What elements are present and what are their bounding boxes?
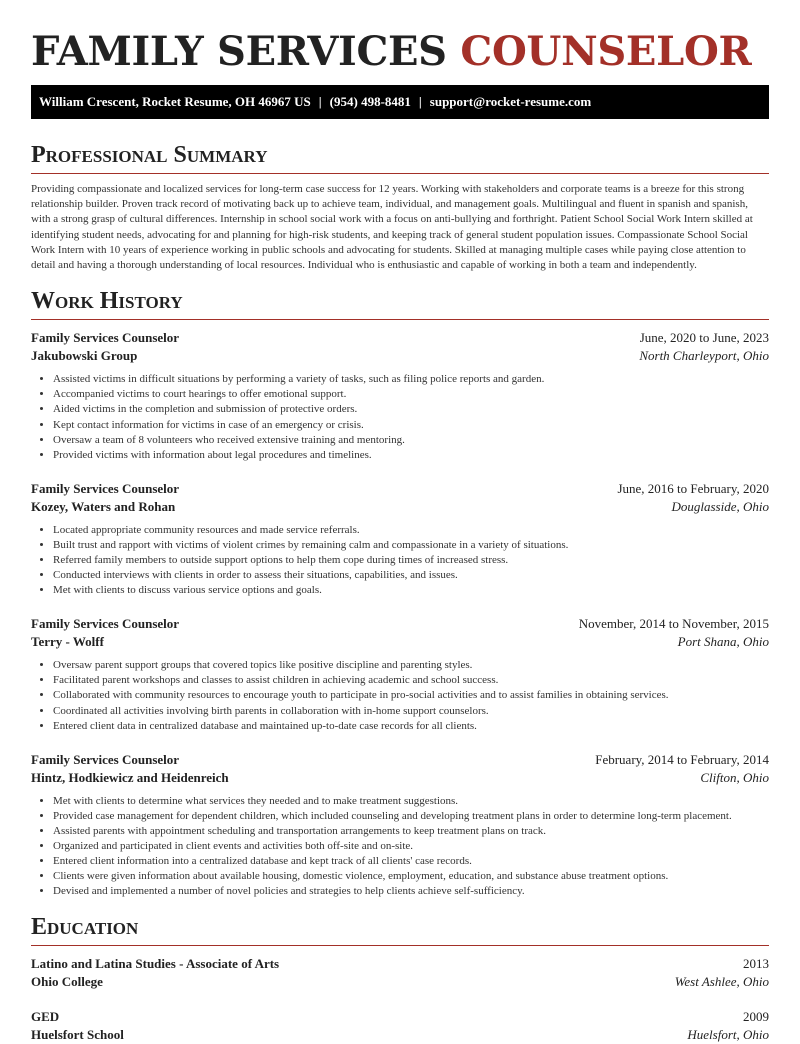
job-bullet: • Collaborated with community resources to encourage youth to participate in pro-social activities and to assist families in obtaining services. [53,688,769,703]
job-bullet: • Conducted interviews with clients in order to assess their situations, capabilities, and issues. [53,568,769,583]
education-degree: GED [31,1009,60,1025]
contact-phone[interactable]: (954) 498-8481 [329,94,411,109]
job-dates: November, 2014 to November, 2015 [578,616,769,632]
contact-separator: | [418,94,422,109]
education-location: West Ashlee, Ohio [674,974,769,990]
name-part-accent: COUNSELOR [460,28,752,75]
job-bullet: • Facilitated parent workshops and classes to assist children in achieving academic and school success. [53,673,769,688]
job-bullet-list [31,523,769,598]
job-location: North Charleyport, Ohio [639,348,769,364]
job-role: Family Services Counselor [31,480,180,496]
job-entry [31,480,769,598]
name-part-primary: FAMILY SERVICES [31,28,447,75]
job-bullet: • Oversaw parent support groups that covered topics like positive discipline and parenting styles. [53,658,769,673]
job-role: Family Services Counselor [31,330,180,346]
job-bullet-list [31,794,769,900]
job-bullet: • Located appropriate community resources and made service referrals. [53,523,769,538]
job-location: Port Shana, Ohio [677,634,769,650]
resume-name-heading [31,0,769,76]
job-bullet: • Oversaw a team of 8 volunteers who received extensive training and mentoring. [53,433,769,448]
education-year: 2009 [743,1009,769,1025]
job-bullet-list [31,372,769,463]
job-bullet: • Kept contact information for victims in case of an emergency or crisis. [53,418,769,433]
work-history-section-title: Work History [31,287,769,320]
job-dates: February, 2014 to February, 2014 [595,751,769,767]
job-bullet: • Assisted parents with appointment scheduling and transportation arrangements to keep treatment plans on track. [53,824,769,839]
job-bullet: • Aided victims in the completion and submission of protective orders. [53,402,769,417]
job-bullet: • Coordinated all activities involving birth parents in collaboration with in-home support counselors. [53,704,769,719]
job-bullet: • Met with clients to discuss various service options and goals. [53,583,769,598]
education-location: Huelsfort, Ohio [687,1027,769,1043]
job-bullet: • Assisted victims in difficult situations by performing a variety of tasks, such as filing police reports and garden. [53,372,769,387]
job-location: Clifton, Ohio [700,769,769,785]
education-school: Ohio College [31,974,103,990]
job-bullet-list [31,658,769,733]
job-dates: June, 2016 to February, 2020 [617,480,769,496]
education-entry [31,1008,769,1044]
summary-section-title: Professional Summary [31,141,769,174]
contact-separator: | [318,94,322,109]
job-bullet: • Organized and participated in client events and activities both off-site and on-site. [53,839,769,854]
job-bullet: • Entered client information into a centralized database and kept track of all clients' case records. [53,854,769,869]
job-entry [31,329,769,463]
job-bullet: • Entered client data in centralized database and maintained up-to-date case records for all clients. [53,719,769,734]
job-company: Kozey, Waters and Rohan [31,498,176,514]
job-bullet: • Built trust and rapport with victims of violent crimes by remaining calm and compassionate in a variety of situations. [53,538,769,553]
contact-bar [31,85,769,119]
job-bullet: • Provided case management for dependent children, which included counseling and developing treatment plans in order to determine long-term placement. [53,809,769,824]
job-company: Hintz, Hodkiewicz and Heidenreich [31,769,229,785]
job-company: Terry - Wolff [31,634,104,650]
education-section-title: Education [31,913,769,946]
job-entry [31,615,769,733]
summary-text: Providing compassionate and localized services for long-term case success for 12 years. Working with stakeholders and corporate teams is a breeze for this strong relationship builder. Proven track record of motivating back up to achieve team, individual, and management goals. Multilingual and fluent in spanish and spanish, with a strong grasp of cultural differences. Internship in school social work with a focus on anti-bullying and forthright. Patient School Social Work Intern skilled at identifying student needs, advocating for and planning for high-risk students, and keeping track of general student population issues. Compassionate School Social Work Intern with 10 years of experience working in public schools and advocating for students. Skilled at managing multiple cases while paying close attention to detail and having a thorough understanding of local resources. Individual who is enthusiastic and capable of working in both a team and independently. [31,183,753,272]
job-role: Family Services Counselor [31,616,180,632]
job-role: Family Services Counselor [31,751,180,767]
job-dates: June, 2020 to June, 2023 [639,330,769,346]
contact-address: William Crescent, Rocket Resume, OH 46967 US [39,94,311,109]
education-degree: Latino and Latina Studies - Associate of Arts [31,956,280,972]
job-bullet: • Clients were given information about available housing, domestic violence, employment, education, and substance abuse treatment options. [53,869,769,884]
education-entry [31,955,769,991]
job-location: Douglasside, Ohio [671,498,769,514]
job-bullet: • Accompanied victims to court hearings to offer emotional support. [53,387,769,402]
job-bullet: • Referred family members to outside support options to help them cope during times of increased stress. [53,553,769,568]
job-bullet: • Met with clients to determine what services they needed and to make treatment suggestions. [53,794,769,809]
job-company: Jakubowski Group [31,348,138,364]
job-bullet: • Devised and implemented a number of novel policies and strategies to help clients achieve self-sufficiency. [53,884,769,899]
education-year: 2013 [743,956,769,972]
contact-email[interactable]: support@rocket-resume.com [429,94,592,109]
job-bullet: • Provided victims with information about legal procedures and timelines. [53,448,769,463]
job-entry [31,751,769,900]
education-school: Huelsfort School [31,1027,124,1043]
